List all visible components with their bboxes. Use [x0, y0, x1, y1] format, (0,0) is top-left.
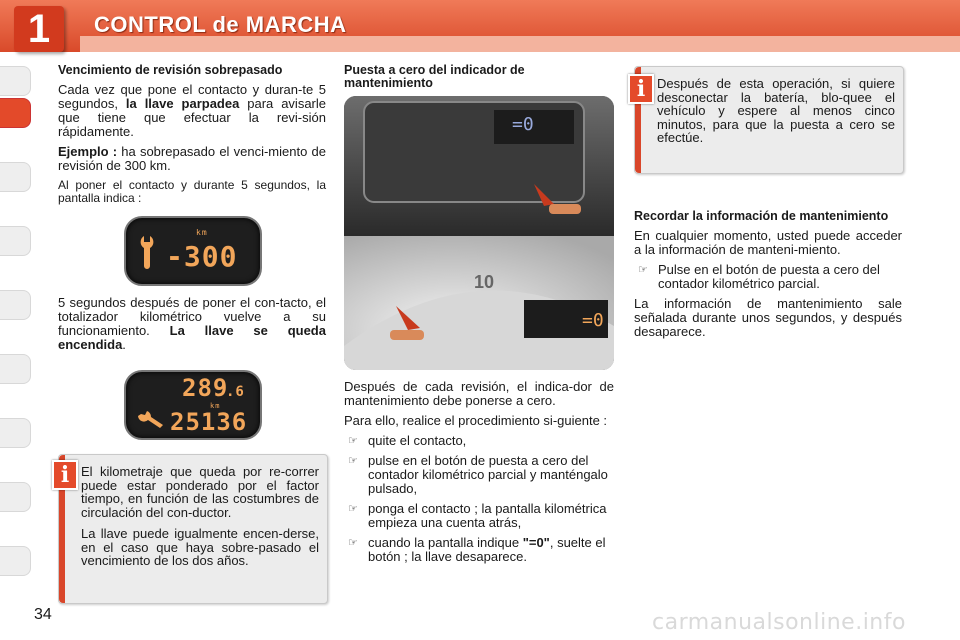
display-value-top: =0 — [512, 114, 534, 135]
text: cuando la pantalla indique — [368, 535, 523, 550]
page-number: 34 — [34, 606, 52, 623]
countdown-value: -300 — [166, 240, 238, 273]
side-tab[interactable] — [0, 226, 31, 256]
bold-text: la llave parpadea — [125, 96, 240, 111]
bold-text: "=0" — [522, 535, 550, 550]
text: para avisarle que tiene que efectuar la revi-sión rápidamente. — [58, 96, 326, 139]
example-label: Ejemplo : — [58, 144, 118, 159]
unit-label: km — [196, 228, 208, 237]
paragraph: Al poner el contacto y durante 5 segundos, la pantalla indica : — [58, 178, 326, 205]
procedure-list — [344, 434, 614, 564]
hand-pointer-icon: ☞ — [348, 503, 358, 515]
list-item — [344, 454, 614, 496]
text: 5 segundos después de poner el con-tacto, el totalizador kilométrico vuelve a su funcionamiento. — [58, 295, 326, 338]
hand-pointer-icon: ☞ — [348, 435, 358, 447]
total-value: 25136 — [170, 408, 248, 436]
list-item — [344, 536, 614, 564]
list-item — [344, 502, 614, 530]
note-text — [657, 77, 895, 153]
text: Cada vez que pone el contacto y duran-te 5 segundos, — [58, 82, 326, 111]
side-tab[interactable] — [0, 290, 31, 320]
bold-text: La llave se queda encendida — [58, 323, 326, 352]
text: quite el contacto, — [368, 433, 467, 448]
paragraph — [58, 296, 326, 352]
section-heading: Recordar la información de mantenimiento — [634, 209, 889, 223]
header-band — [80, 36, 960, 52]
text: , suelte el botón ; la llave desaparece. — [368, 535, 606, 564]
hand-pointer-icon: ☞ — [348, 455, 358, 467]
hand-pointer-icon: ☞ — [348, 537, 358, 549]
info-note-left — [58, 454, 328, 604]
text: Pulse en el botón de puesta a cero del contador kilométrico parcial. — [658, 262, 880, 291]
left-column — [58, 64, 326, 211]
page-title: CONTROL de MARCHA — [94, 12, 347, 37]
list-item — [344, 434, 614, 448]
note-text — [81, 465, 319, 576]
chapter-side-tabs — [0, 66, 32, 578]
paragraph: Después de cada revisión, el indica-dor de mantenimiento debe ponerse a cero. — [344, 379, 614, 408]
unit-label: km — [210, 402, 221, 410]
section-heading: Puesta a cero del indicador de mantenimiento — [344, 63, 525, 90]
side-tab-active[interactable] — [0, 98, 31, 128]
instrument-cluster-photo — [344, 96, 614, 370]
note-paragraph: El kilometraje que queda por re-correr puede estar ponderado por el factor tiempo, en función de las costumbres de circulación del con-ductor. — [81, 464, 319, 520]
wrench-icon — [136, 410, 164, 430]
gauge-mark: 10 — [474, 272, 495, 292]
chapter-number: 1 — [14, 6, 64, 52]
trip-value: 289 — [182, 374, 229, 402]
info-note-right — [634, 66, 904, 174]
odometer-display-total — [124, 370, 262, 440]
paragraph — [58, 145, 326, 173]
side-tab[interactable] — [0, 418, 31, 448]
hand-pointer-icon: ☞ — [638, 264, 648, 276]
paragraph: Para ello, realice el procedimiento si-guiente : — [344, 413, 608, 428]
list-item — [634, 263, 902, 291]
odometer-display-countdown — [124, 216, 262, 286]
middle-column-body — [344, 380, 614, 570]
paragraph: La información de mantenimiento sale señalada durante unos segundos, y después desaparece. — [634, 296, 902, 339]
wrench-icon — [136, 234, 158, 270]
info-icon: i — [628, 74, 654, 104]
side-tab[interactable] — [0, 546, 31, 576]
info-icon: i — [52, 460, 78, 490]
text: ha sobrepasado el venci-miento de revisión de 300 km. — [58, 144, 326, 173]
side-tab[interactable] — [0, 354, 31, 384]
note-paragraph: La llave puede igualmente encen-derse, en el caso que haya sobre-pasado el vencimiento de los dos años. — [81, 526, 319, 568]
side-tab[interactable] — [0, 482, 31, 512]
section-heading: Vencimiento de revisión sobrepasado — [58, 63, 283, 77]
text: pulse en el botón de puesta a cero del contador kilométrico parcial y manténgalo pulsado, — [368, 453, 608, 496]
watermark: carmanualsonline.info — [652, 610, 906, 635]
trip-decimal: .6 — [226, 384, 245, 400]
paragraph: En cualquier momento, usted puede acceder a la información de manteni-miento. — [634, 228, 902, 257]
text: ponga el contacto ; la pantalla kilométrica empieza una cuenta atrás, — [368, 501, 607, 530]
display-value-bottom: =0 — [582, 310, 604, 331]
text: . — [122, 337, 126, 352]
middle-column-header — [344, 64, 614, 96]
side-tab[interactable] — [0, 66, 31, 96]
paragraph — [58, 83, 326, 139]
note-paragraph: Después de esta operación, si quiere desconectar la batería, blo-quee el vehículo y espere al menos cinco minutos, para que la puesta a cero se efectúe. — [657, 76, 895, 145]
reminder-list — [634, 263, 902, 291]
photo-illustration — [344, 96, 614, 370]
right-column — [634, 210, 902, 345]
left-column-lower — [58, 296, 326, 358]
side-tab[interactable] — [0, 162, 31, 192]
